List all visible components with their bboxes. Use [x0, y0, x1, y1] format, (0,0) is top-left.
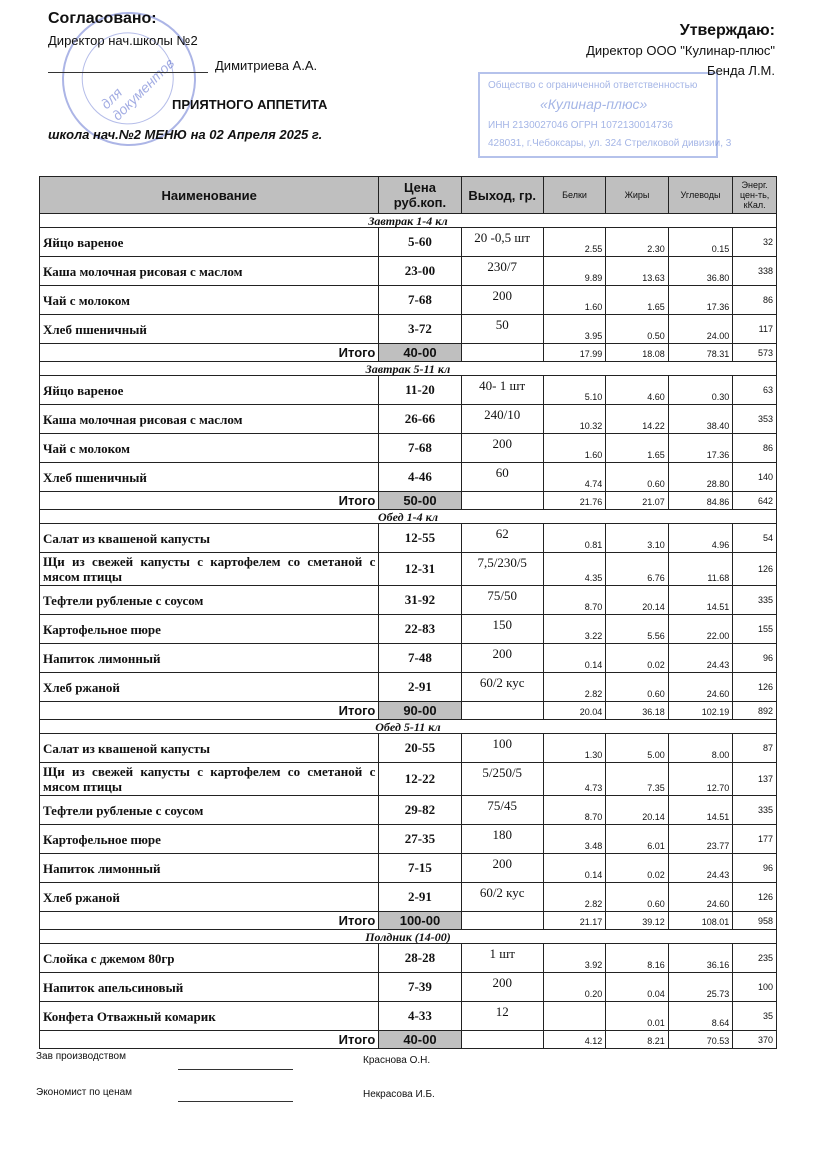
dish-price: 4-46	[379, 463, 461, 492]
dish-price: 29-82	[379, 796, 461, 825]
total-carbs: 78.31	[668, 344, 733, 362]
dish-protein: 2.82	[543, 883, 605, 912]
dish-output: 75/50	[461, 586, 543, 615]
page-title: ПРИЯТНОГО АППЕТИТА	[172, 97, 328, 112]
menu-body	[40, 214, 777, 1049]
dish-protein: 8.70	[543, 586, 605, 615]
table-row	[40, 286, 777, 315]
dish-name: Яйцо вареное	[40, 376, 379, 405]
dish-energy: 86	[733, 434, 777, 463]
dish-carbs: 23.77	[668, 825, 733, 854]
dish-name: Слойка с джемом 80гр	[40, 944, 379, 973]
table-row	[40, 825, 777, 854]
dish-carbs: 38.40	[668, 405, 733, 434]
dish-carbs: 36.80	[668, 257, 733, 286]
total-label: Итого	[40, 912, 379, 930]
dish-output: 7,5/230/5	[461, 553, 543, 586]
table-row	[40, 854, 777, 883]
dish-output: 12	[461, 1002, 543, 1031]
dish-output: 40- 1 шт	[461, 376, 543, 405]
dish-energy: 126	[733, 553, 777, 586]
dish-protein: 3.95	[543, 315, 605, 344]
total-price: 100-00	[379, 912, 461, 930]
dish-price: 2-91	[379, 673, 461, 702]
dish-price: 7-48	[379, 644, 461, 673]
total-protein: 21.76	[543, 492, 605, 510]
table-row	[40, 524, 777, 553]
dish-price: 7-68	[379, 434, 461, 463]
dish-name: Напиток лимонный	[40, 854, 379, 883]
total-price: 40-00	[379, 1031, 461, 1049]
dish-carbs: 17.36	[668, 434, 733, 463]
dish-price: 23-00	[379, 257, 461, 286]
dish-price: 4-33	[379, 1002, 461, 1031]
dish-fat: 20.14	[606, 796, 668, 825]
dish-carbs: 28.80	[668, 463, 733, 492]
dish-fat: 4.60	[606, 376, 668, 405]
dish-output: 200	[461, 854, 543, 883]
dish-energy: 338	[733, 257, 777, 286]
table-row	[40, 673, 777, 702]
dish-fat: 14.22	[606, 405, 668, 434]
dish-output: 5/250/5	[461, 763, 543, 796]
dish-protein: 9.89	[543, 257, 605, 286]
table-row	[40, 644, 777, 673]
table-row	[40, 586, 777, 615]
dish-fat: 0.60	[606, 883, 668, 912]
header-carbs: Углеводы	[668, 177, 733, 214]
section-row	[40, 510, 777, 524]
total-row	[40, 492, 777, 510]
dish-fat: 0.60	[606, 463, 668, 492]
approve-position: Директор ООО "Кулинар-плюс"	[586, 43, 775, 58]
table-row	[40, 553, 777, 586]
dish-output: 62	[461, 524, 543, 553]
dish-output: 100	[461, 734, 543, 763]
dish-carbs: 36.16	[668, 944, 733, 973]
table-row	[40, 405, 777, 434]
dish-name: Салат из квашеной капусты	[40, 524, 379, 553]
total-price: 40-00	[379, 344, 461, 362]
total-label: Итого	[40, 492, 379, 510]
dish-name: Картофельное пюре	[40, 825, 379, 854]
dish-protein: 3.22	[543, 615, 605, 644]
dish-output: 200	[461, 973, 543, 1002]
dish-protein: 3.48	[543, 825, 605, 854]
dish-fat: 6.76	[606, 553, 668, 586]
dish-name: Щи из свежей капусты с картофелем со сметаной с мясом птицы	[40, 553, 379, 586]
dish-output: 150	[461, 615, 543, 644]
dish-protein: 1.60	[543, 286, 605, 315]
stamp-line-2: «Кулинар-плюс»	[540, 96, 648, 112]
total-row	[40, 702, 777, 720]
dish-protein: 1.60	[543, 434, 605, 463]
table-row	[40, 257, 777, 286]
total-fat: 36.18	[606, 702, 668, 720]
menu-table	[39, 176, 777, 1049]
dish-energy: 35	[733, 1002, 777, 1031]
dish-fat: 0.02	[606, 854, 668, 883]
dish-protein: 4.73	[543, 763, 605, 796]
dish-price: 22-83	[379, 615, 461, 644]
dish-carbs: 24.43	[668, 854, 733, 883]
footer-role-2: Экономист по ценам	[36, 1087, 133, 1098]
dish-output: 50	[461, 315, 543, 344]
dish-fat: 2.30	[606, 228, 668, 257]
dish-price: 26-66	[379, 405, 461, 434]
dish-name: Яйцо вареное	[40, 228, 379, 257]
header-name: Наименование	[40, 177, 379, 214]
dish-carbs: 14.51	[668, 586, 733, 615]
dish-name: Чай с молоком	[40, 286, 379, 315]
dish-carbs: 24.43	[668, 644, 733, 673]
agreed-position: Директор нач.школы №2	[48, 33, 198, 48]
table-row	[40, 315, 777, 344]
dish-name: Хлеб пшеничный	[40, 315, 379, 344]
total-carbs: 102.19	[668, 702, 733, 720]
dish-energy: 155	[733, 615, 777, 644]
footer-name-1: Краснова О.Н.	[363, 1055, 431, 1066]
dish-price: 7-15	[379, 854, 461, 883]
header-protein: Белки	[543, 177, 605, 214]
dish-protein: 3.92	[543, 944, 605, 973]
dish-protein: 5.10	[543, 376, 605, 405]
total-output-empty	[461, 344, 543, 362]
dish-fat: 0.04	[606, 973, 668, 1002]
dish-carbs: 17.36	[668, 286, 733, 315]
dish-name: Хлеб пшеничный	[40, 463, 379, 492]
dish-fat: 0.02	[606, 644, 668, 673]
dish-protein	[543, 1002, 605, 1031]
dish-carbs: 12.70	[668, 763, 733, 796]
company-stamp	[478, 72, 732, 158]
dish-fat: 0.50	[606, 315, 668, 344]
dish-price: 2-91	[379, 883, 461, 912]
dish-energy: 54	[733, 524, 777, 553]
dish-output: 240/10	[461, 405, 543, 434]
dish-energy: 140	[733, 463, 777, 492]
table-row	[40, 883, 777, 912]
dish-name: Напиток лимонный	[40, 644, 379, 673]
dish-protein: 8.70	[543, 796, 605, 825]
dish-fat: 20.14	[606, 586, 668, 615]
dish-output: 200	[461, 644, 543, 673]
total-protein: 21.17	[543, 912, 605, 930]
dish-carbs: 14.51	[668, 796, 733, 825]
total-label: Итого	[40, 1031, 379, 1049]
dish-energy: 353	[733, 405, 777, 434]
dish-price: 11-20	[379, 376, 461, 405]
round-stamp-text: для документов	[97, 54, 178, 124]
total-row	[40, 1031, 777, 1049]
dish-energy: 63	[733, 376, 777, 405]
dish-price: 28-28	[379, 944, 461, 973]
total-output-empty	[461, 912, 543, 930]
dish-output: 200	[461, 286, 543, 315]
table-header-row	[40, 177, 777, 214]
total-row	[40, 912, 777, 930]
dish-carbs: 0.30	[668, 376, 733, 405]
dish-name: Каша молочная рисовая с маслом	[40, 405, 379, 434]
dish-name: Хлеб ржаной	[40, 883, 379, 912]
table-row	[40, 1002, 777, 1031]
table-row	[40, 615, 777, 644]
header-output: Выход, гр.	[461, 177, 543, 214]
dish-price: 12-22	[379, 763, 461, 796]
total-fat: 18.08	[606, 344, 668, 362]
dish-fat: 5.00	[606, 734, 668, 763]
dish-price: 7-68	[379, 286, 461, 315]
dish-energy: 32	[733, 228, 777, 257]
dish-fat: 6.01	[606, 825, 668, 854]
total-fat: 8.21	[606, 1031, 668, 1049]
section-row	[40, 362, 777, 376]
dish-output: 1 шт	[461, 944, 543, 973]
dish-name: Тефтели рубленые с соусом	[40, 796, 379, 825]
dish-output: 75/45	[461, 796, 543, 825]
total-carbs: 70.53	[668, 1031, 733, 1049]
section-title: Обед 5-11 кл	[40, 720, 777, 734]
dish-price: 5-60	[379, 228, 461, 257]
dish-output: 230/7	[461, 257, 543, 286]
dish-price: 12-55	[379, 524, 461, 553]
dish-fat: 0.60	[606, 673, 668, 702]
dish-energy: 86	[733, 286, 777, 315]
header-price: Цена руб.коп.	[379, 177, 461, 214]
agreed-title: Согласовано:	[48, 10, 157, 27]
total-output-empty	[461, 1031, 543, 1049]
total-protein: 20.04	[543, 702, 605, 720]
header-energy: Энерг. цен-ть, кКал.	[733, 177, 777, 214]
dish-fat: 1.65	[606, 286, 668, 315]
dish-energy: 335	[733, 586, 777, 615]
total-price: 90-00	[379, 702, 461, 720]
stamp-line-1: Общество с ограниченной ответственностью	[488, 80, 698, 91]
dish-energy: 235	[733, 944, 777, 973]
dish-output: 180	[461, 825, 543, 854]
agreed-signature-line	[48, 72, 208, 73]
dish-price: 3-72	[379, 315, 461, 344]
dish-carbs: 4.96	[668, 524, 733, 553]
dish-protein: 4.35	[543, 553, 605, 586]
dish-energy: 117	[733, 315, 777, 344]
dish-output: 60/2 кус	[461, 673, 543, 702]
page-subtitle: школа нач.№2 МЕНЮ на 02 Апреля 2025 г.	[48, 127, 323, 142]
dish-price: 12-31	[379, 553, 461, 586]
dish-energy: 126	[733, 673, 777, 702]
dish-name: Напиток апельсиновый	[40, 973, 379, 1002]
stamp-line-3: ИНН 2130027046 ОГРН 1072130014736	[488, 120, 673, 131]
dish-fat: 13.63	[606, 257, 668, 286]
dish-energy: 177	[733, 825, 777, 854]
total-protein: 4.12	[543, 1031, 605, 1049]
total-protein: 17.99	[543, 344, 605, 362]
dish-carbs: 8.64	[668, 1002, 733, 1031]
dish-price: 7-39	[379, 973, 461, 1002]
total-energy: 892	[733, 702, 777, 720]
dish-carbs: 8.00	[668, 734, 733, 763]
dish-carbs: 24.60	[668, 673, 733, 702]
dish-name: Картофельное пюре	[40, 615, 379, 644]
total-output-empty	[461, 702, 543, 720]
dish-energy: 96	[733, 854, 777, 883]
approve-title: Утверждаю:	[679, 22, 775, 39]
stamp-line-4: 428031, г.Чебоксары, ул. 324 Стрелковой дивизии, 3	[488, 138, 732, 149]
total-row	[40, 344, 777, 362]
total-label: Итого	[40, 702, 379, 720]
dish-name: Хлеб ржаной	[40, 673, 379, 702]
dish-protein: 0.81	[543, 524, 605, 553]
dish-protein: 0.20	[543, 973, 605, 1002]
dish-protein: 2.55	[543, 228, 605, 257]
dish-fat: 5.56	[606, 615, 668, 644]
dish-carbs: 22.00	[668, 615, 733, 644]
dish-energy: 335	[733, 796, 777, 825]
dish-protein: 1.30	[543, 734, 605, 763]
dish-carbs: 0.15	[668, 228, 733, 257]
dish-protein: 2.82	[543, 673, 605, 702]
section-row	[40, 214, 777, 228]
footer-signature-line-1	[178, 1069, 293, 1070]
dish-output: 60/2 кус	[461, 883, 543, 912]
total-energy: 370	[733, 1031, 777, 1049]
total-fat: 39.12	[606, 912, 668, 930]
dish-price: 20-55	[379, 734, 461, 763]
header-fat: Жиры	[606, 177, 668, 214]
dish-energy: 137	[733, 763, 777, 796]
total-energy: 958	[733, 912, 777, 930]
dish-name: Тефтели рубленые с соусом	[40, 586, 379, 615]
dish-protein: 4.74	[543, 463, 605, 492]
section-row	[40, 930, 777, 944]
table-row	[40, 463, 777, 492]
section-title: Полдник (14-00)	[40, 930, 777, 944]
section-row	[40, 720, 777, 734]
total-energy: 642	[733, 492, 777, 510]
section-title: Обед 1-4 кл	[40, 510, 777, 524]
table-row	[40, 944, 777, 973]
dish-protein: 0.14	[543, 644, 605, 673]
dish-carbs: 25.73	[668, 973, 733, 1002]
total-energy: 573	[733, 344, 777, 362]
table-row	[40, 376, 777, 405]
table-row	[40, 796, 777, 825]
section-title: Завтрак 5-11 кл	[40, 362, 777, 376]
dish-output: 200	[461, 434, 543, 463]
dish-output: 60	[461, 463, 543, 492]
dish-name: Конфета Отважный комарик	[40, 1002, 379, 1031]
dish-fat: 7.35	[606, 763, 668, 796]
table-row	[40, 434, 777, 463]
approve-name: Бенда Л.М.	[707, 63, 775, 78]
footer-signature-line-2	[178, 1101, 293, 1102]
dish-name: Чай с молоком	[40, 434, 379, 463]
total-label: Итого	[40, 344, 379, 362]
dish-energy: 96	[733, 644, 777, 673]
total-fat: 21.07	[606, 492, 668, 510]
dish-price: 27-35	[379, 825, 461, 854]
table-row	[40, 228, 777, 257]
total-price: 50-00	[379, 492, 461, 510]
dish-price: 31-92	[379, 586, 461, 615]
dish-name: Каша молочная рисовая с маслом	[40, 257, 379, 286]
dish-fat: 8.16	[606, 944, 668, 973]
dish-fat: 0.01	[606, 1002, 668, 1031]
dish-carbs: 24.00	[668, 315, 733, 344]
total-carbs: 108.01	[668, 912, 733, 930]
table-row	[40, 734, 777, 763]
dish-energy: 126	[733, 883, 777, 912]
dish-fat: 3.10	[606, 524, 668, 553]
dish-name: Салат из квашеной капусты	[40, 734, 379, 763]
dish-energy: 87	[733, 734, 777, 763]
dish-protein: 0.14	[543, 854, 605, 883]
table-row	[40, 763, 777, 796]
dish-protein: 10.32	[543, 405, 605, 434]
footer-name-2: Некрасова И.Б.	[363, 1089, 435, 1100]
agreed-name: Димитриева А.А.	[215, 58, 318, 73]
dish-carbs: 11.68	[668, 553, 733, 586]
dish-energy: 100	[733, 973, 777, 1002]
dish-output: 20 -0,5 шт	[461, 228, 543, 257]
footer-role-1: Зав производством	[36, 1051, 126, 1062]
table-row	[40, 973, 777, 1002]
total-carbs: 84.86	[668, 492, 733, 510]
dish-name: Щи из свежей капусты с картофелем со сметаной с мясом птицы	[40, 763, 379, 796]
dish-fat: 1.65	[606, 434, 668, 463]
dish-carbs: 24.60	[668, 883, 733, 912]
total-output-empty	[461, 492, 543, 510]
section-title: Завтрак 1-4 кл	[40, 214, 777, 228]
